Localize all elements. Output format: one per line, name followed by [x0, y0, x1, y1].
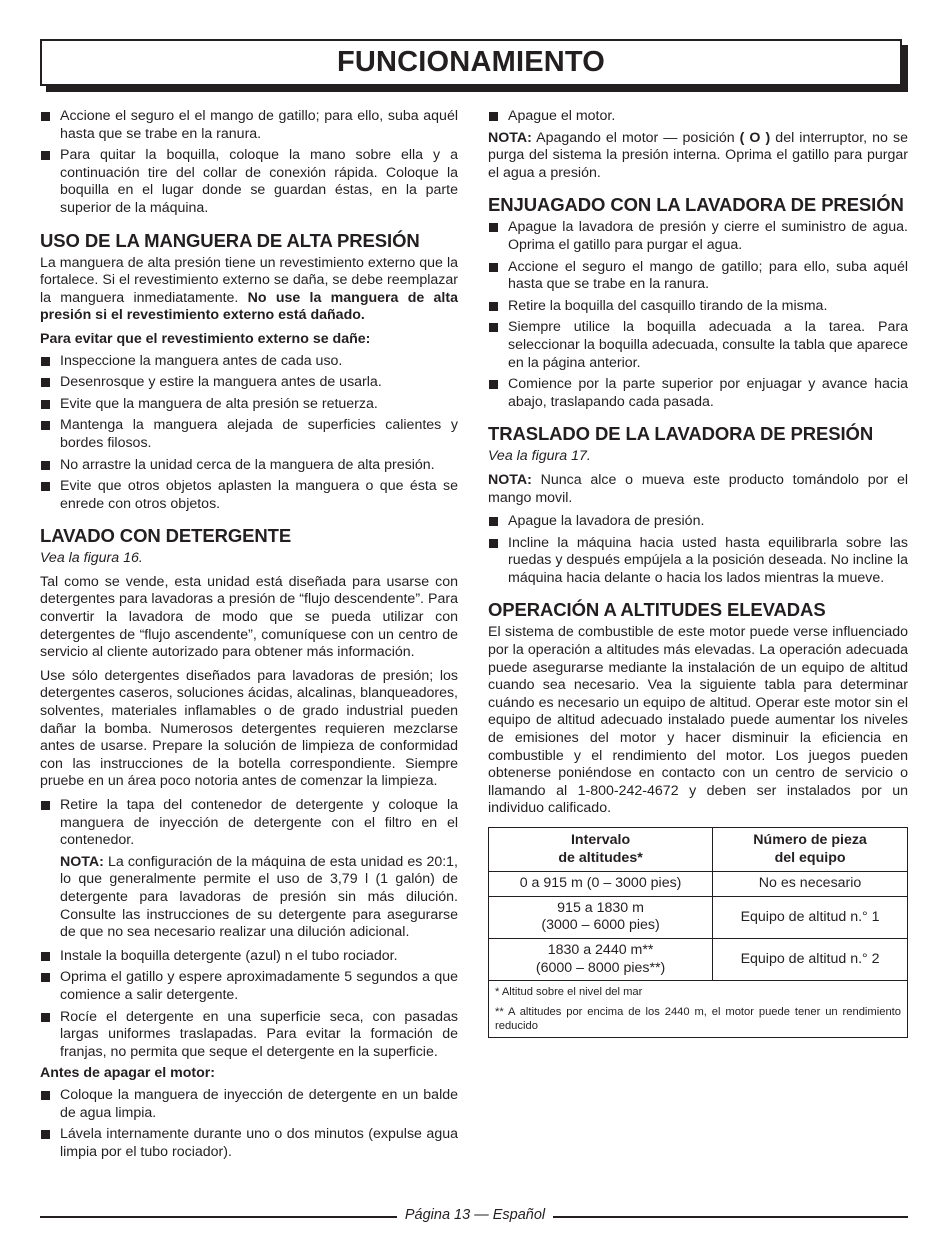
- list-item: Comience por la parte superior por enjuagar y avance hacia abajo, traslapando cada pasada.: [488, 376, 908, 411]
- list-item: No arrastre la unidad cerca de la manguera de alta presión.: [40, 457, 458, 475]
- header-text: Intervalo: [570, 832, 631, 848]
- altitude-paragraph: El sistema de combustible de este motor puede verse influenciado por la operación a altitudes más elevadas. La operación adecuada puede asegurarse mediante la instalación de un equipo de altitud cuando sea necesario. Vea la siguiente tabla para determinar cuándo es necesario un equipo de altitud. Operar este motor sin el equipo de altitud adecuado instalado puede aumentar los niveles de emisiones del motor y hacer disminuir la eficiencia en combustible y el rendimiento del motor. Los juegos pueden obtenerse poniéndose en contacto con un centro de servicio o llamando al 1-800-242-4672 y deben ser instalados por un individuo calificado.: [488, 624, 908, 817]
- note-text: La configuración de la máquina de esta unidad es 20:1, lo que generalmente permite el uso de 3,79 l (1 galón) de detergente para lavadoras de presión sin más dilución. Consulte las instrucciones de su detergente para asegurarse de que no sea necesario realizar una dilución adicional.: [60, 853, 458, 941]
- see-figure-17: Vea la figura 17.: [488, 448, 591, 465]
- note-label: NOTA:: [488, 129, 532, 146]
- list-item: Evite que la manguera de alta presión se retuerza.: [40, 396, 458, 414]
- part-number-cell: Equipo de altitud n.° 2: [713, 938, 908, 980]
- table-row: [489, 872, 908, 897]
- section-heading-rinse: ENJUAGADO CON LA LAVADORA DE PRESIÓN: [488, 194, 904, 216]
- note-label: NOTA:: [488, 471, 532, 488]
- table-row: [489, 896, 908, 938]
- cell-text: (3000 – 6000 pies): [541, 917, 660, 934]
- list-item: Retire la tapa del contenedor de detergente y coloque la manguera de inyección de detergente con el filtro en el contenedor.: [40, 797, 458, 850]
- header-text: de altitudes*: [558, 849, 643, 866]
- before-off-heading: Antes de apagar el motor:: [40, 1065, 216, 1082]
- switch-position: ( O ): [739, 129, 771, 146]
- note-text: del interruptor, no se purga del sistema la presión interna. Oprima el gatillo para purgar el agua a presión.: [488, 129, 908, 181]
- note-text: Apagando el motor — posición: [531, 129, 740, 146]
- hose-paragraph: [40, 255, 458, 325]
- list-item: Retire la boquilla del casquillo tirando de la misma.: [488, 298, 908, 316]
- list-item: Apague la lavadora de presión y cierre el suministro de agua. Oprima el gatillo para purgar el agua.: [488, 219, 908, 254]
- rinse-bullet-list: [488, 219, 908, 411]
- section-heading-hose: USO DE LA MANGUERA DE ALTA PRESIÓN: [40, 229, 420, 251]
- before-off-bullet-list: [40, 1087, 458, 1161]
- header-text: Número de pieza: [753, 832, 867, 848]
- part-number-cell: Equipo de altitud n.° 1: [713, 896, 908, 938]
- footnote-reduced-performance: ** A altitudes por encima de los 2440 m, el motor puede tener un rendimiento reducido: [495, 1006, 901, 1033]
- altitude-table: [488, 827, 908, 1038]
- right-column: [488, 108, 908, 1038]
- list-item: Lávela internamente durante uno o dos minutos (expulse agua limpia por el tubo rociador).: [40, 1126, 458, 1161]
- list-item: Coloque la manguera de inyección de detergente en un balde de agua limpia.: [40, 1087, 458, 1122]
- engine-off-note: [488, 130, 908, 183]
- cell-text: 1830 a 2440 m**: [547, 941, 654, 958]
- header-altitude-range: [489, 828, 713, 872]
- list-item: Oprima el gatillo y espere aproximadamente 5 segundos a que comience a salir detergente.: [40, 969, 458, 1004]
- cell-text: (6000 – 8000 pies**): [535, 959, 666, 976]
- section-heading-altitude: OPERACIÓN A ALTITUDES ELEVADAS: [488, 599, 826, 621]
- list-item: Accione el seguro el mango de gatillo; para ello, suba aquél hasta que se trabe en la ranura.: [488, 259, 908, 294]
- note-label: NOTA:: [60, 853, 104, 870]
- transport-bullet-list: [488, 513, 908, 587]
- hose-paragraph-text: La manguera de alta presión tiene un revestimiento externo que la fortalece. Si el revestimiento externo se daña, se debe reemplazar la manguera inmediatamente.: [40, 254, 458, 306]
- page-number: Página 13 — Español: [397, 1207, 553, 1223]
- cell-text: 0 a 915 m (0 – 3000 pies): [519, 875, 682, 892]
- altitude-range-cell: [489, 938, 713, 980]
- list-item: Evite que otros objetos aplasten la manguera o que ésta se enrede con otros objetos.: [40, 478, 458, 513]
- list-item: Siempre utilice la boquilla adecuada a la tarea. Para seleccionar la boquilla adecuada, consulte la tabla que aparece en la página anterior.: [488, 319, 908, 372]
- note-text: Nunca alce o mueva este producto tomándolo por el mango movil.: [488, 471, 908, 506]
- list-item: Para quitar la boquilla, coloque la mano sobre ella y a continuación tire del collar de conexión rápida. Coloque la boquilla en el lugar donde se guardan éstas, en la parte superior de la máquina.: [40, 147, 458, 217]
- hose-warning-text: No use la manguera de alta presión si el revestimiento externo está dañado.: [40, 289, 458, 324]
- section-heading-detergent: LAVADO CON DETERGENTE: [40, 525, 292, 547]
- cell-text: 915 a 1830 m: [557, 899, 644, 916]
- page-title-box: [40, 39, 902, 86]
- part-number-cell: No es necesario: [713, 872, 908, 897]
- list-item: Rocíe el detergente en una superficie seca, con pasadas largas uniformes traslapadas. Para evitar la formación de franjas, no permita que seque el detergente en la superficie.: [40, 1009, 458, 1062]
- list-item: Apague la lavadora de presión.: [488, 513, 908, 531]
- page-title: FUNCIONAMIENTO: [336, 46, 606, 78]
- list-item: Instale la boquilla detergente (azul) n el tubo rociador.: [40, 948, 458, 966]
- list-item: Apague el motor.: [488, 108, 908, 126]
- list-item: Mantenga la manguera alejada de superficies calientes y bordes filosos.: [40, 417, 458, 452]
- hose-subheading: Para evitar que el revestimiento externo se dañe:: [40, 330, 371, 347]
- table-header-row: [489, 828, 908, 872]
- footnote-sea-level: * Altitud sobre el nivel del mar: [495, 986, 643, 999]
- table-footnotes: [489, 981, 908, 1038]
- table-footnote-row: [489, 981, 908, 1038]
- page-footer: [0, 1207, 950, 1223]
- detergent-paragraph-2: Use sólo detergentes diseñados para lavadoras de presión; los detergentes caseros, soluciones ácidas, alcalinas, blanqueadores, solventes, materiales inflamables o de grado industrial pueden dañar la bomba. Numerosos detergentes requieren mezclarse antes de usarse. Prepare la solución de limpieza de conformidad con las instrucciones de la botella correspondiente. Siempre pruebe en un área poco notoria antes de comenzar la limpieza.: [40, 667, 458, 790]
- header-text: del equipo: [774, 849, 846, 866]
- top-bullet-list: [488, 108, 908, 126]
- see-figure-16: Vea la figura 16.: [40, 550, 143, 567]
- altitude-range-cell: [489, 872, 713, 897]
- intro-bullet-list: [40, 108, 458, 218]
- header-part-number: [713, 828, 908, 872]
- hose-bullet-list: [40, 353, 458, 514]
- altitude-range-cell: [489, 896, 713, 938]
- detergent-paragraph-1: Tal como se vende, esta unidad está diseñada para usarse con detergentes para lavadoras a presión de “flujo descendente”. Para convertir la lavadora de modo que se pueda utilizar con detergentes de “flujo ascendente”, comuníquese con un centro de servicio al cliente autorizado para obtener más información.: [40, 573, 458, 661]
- list-item: Desenrosque y estire la manguera antes de usarla.: [40, 374, 458, 392]
- table-row: [489, 938, 908, 980]
- detergent-bullet-list: [40, 797, 458, 850]
- list-item: Accione el seguro el el mango de gatillo; para ello, suba aquél hasta que se trabe en la ranura.: [40, 108, 458, 143]
- left-column: [40, 108, 458, 1165]
- detergent-bullet-list-2: [40, 948, 458, 1062]
- detergent-note: [40, 854, 458, 942]
- section-heading-transport: TRASLADO DE LA LAVADORA DE PRESIÓN: [488, 423, 874, 445]
- list-item: Inspeccione la manguera antes de cada uso.: [40, 353, 458, 371]
- list-item: Incline la máquina hacia usted hasta equilibrarla sobre las ruedas y después empújela a la posición deseada. No incline la máquina hacia delante o hacia los lados mientras la mueve.: [488, 535, 908, 588]
- transport-note: [488, 472, 908, 507]
